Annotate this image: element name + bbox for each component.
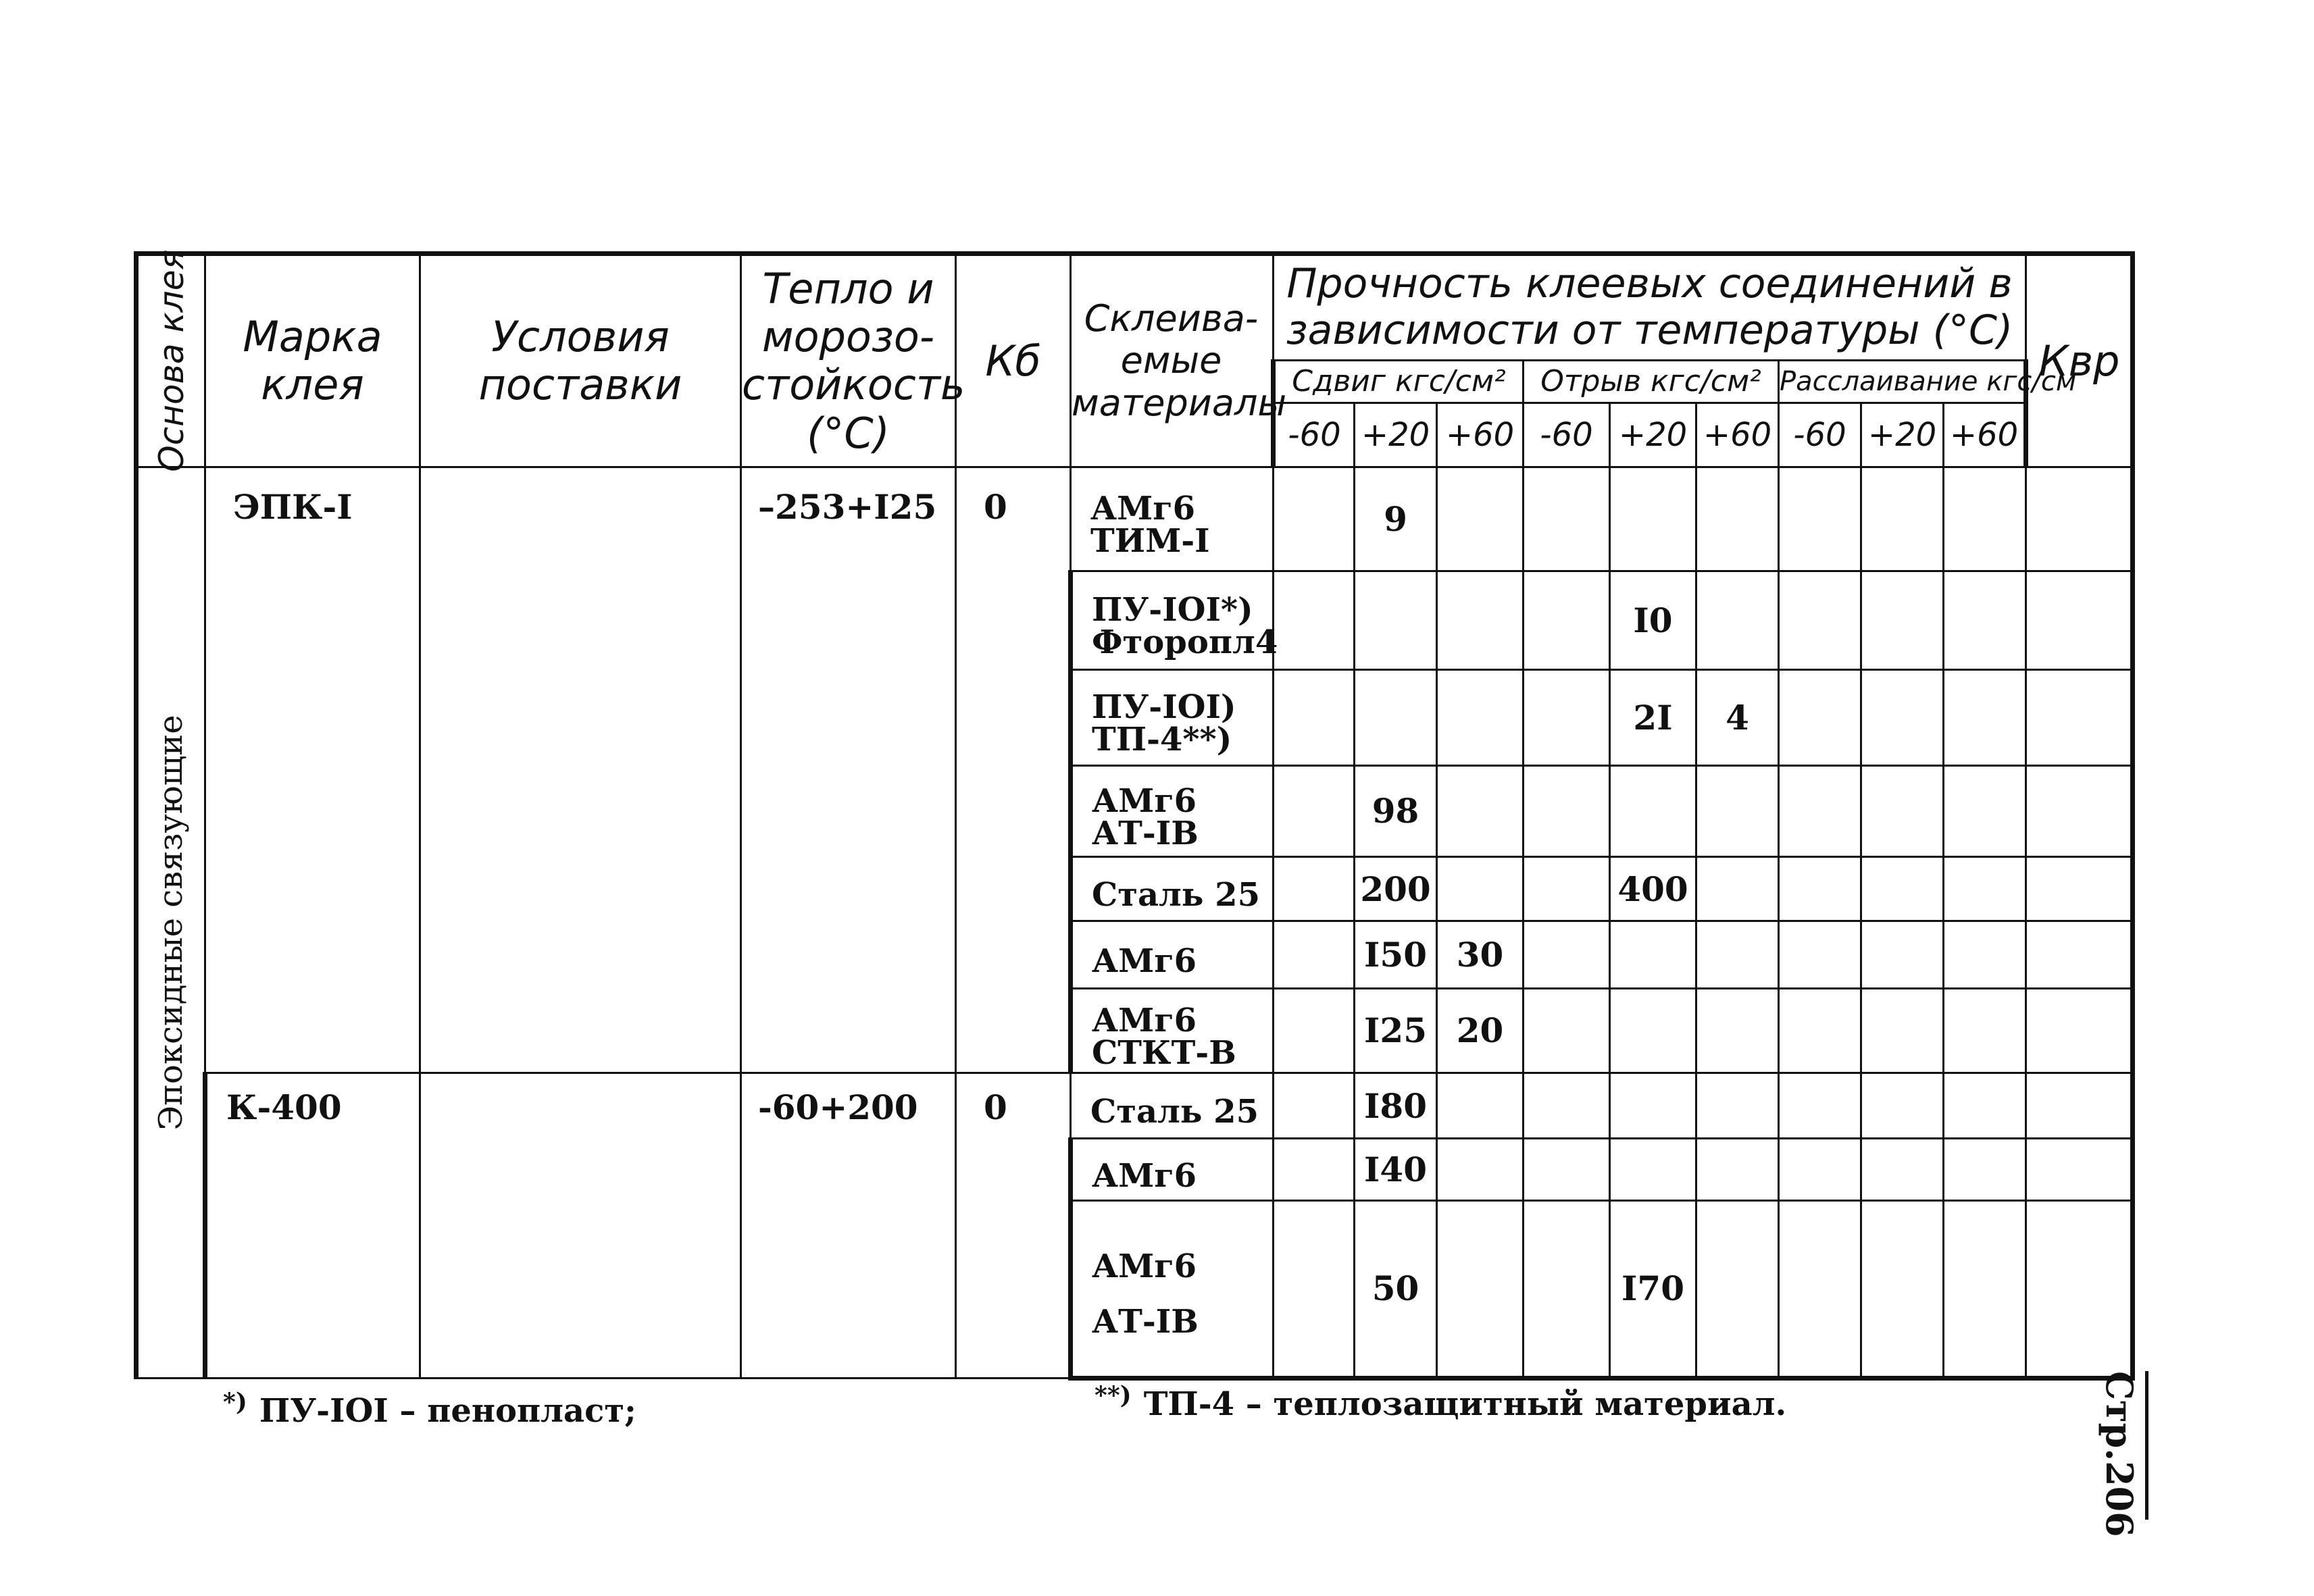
temp-header: +20 xyxy=(1355,403,1437,467)
value-cell xyxy=(1779,467,1861,571)
value-cell xyxy=(1437,765,1524,857)
temp-header: +20 xyxy=(1610,403,1696,467)
temp-header: -60 xyxy=(1779,403,1861,467)
marka-cell: ЭПК-I xyxy=(205,467,420,1073)
value-cell xyxy=(1779,921,1861,988)
header-osnova: Основа клея xyxy=(136,254,205,467)
empty-cell xyxy=(2026,988,2133,1073)
value-cell xyxy=(1274,988,1355,1073)
base-label-cell xyxy=(136,467,205,1378)
value-cell xyxy=(1779,571,1861,669)
value-cell xyxy=(1696,1139,1779,1200)
value-cell xyxy=(1944,1073,2026,1139)
value-cell xyxy=(1779,1200,1861,1378)
value-cell xyxy=(1274,921,1355,988)
value-cell xyxy=(1944,988,2026,1073)
table-row xyxy=(136,467,2133,571)
value-cell xyxy=(1861,1200,1944,1378)
header-kb: Кб xyxy=(956,254,1071,467)
temp-header: +60 xyxy=(1437,403,1524,467)
empty-cell xyxy=(2026,571,2133,669)
value-cell xyxy=(1437,857,1524,921)
value-cell xyxy=(1274,1139,1355,1200)
value-cell xyxy=(1696,988,1779,1073)
header-sdvig: Сдвиг кгс/см² xyxy=(1274,360,1524,403)
value-cell xyxy=(1524,467,1610,571)
header-materials: Склеива-емые материалы xyxy=(1071,254,1274,467)
value-cell: I50 xyxy=(1355,921,1437,988)
materials-cell: Сталь 25 xyxy=(1071,857,1274,921)
value-cell xyxy=(1779,988,1861,1073)
value-cell xyxy=(1355,571,1437,669)
value-cell: 50 xyxy=(1355,1200,1437,1378)
value-cell: I70 xyxy=(1610,1200,1696,1378)
empty-cell xyxy=(2026,467,2133,571)
stoikost-cell: –253+I25 xyxy=(741,467,956,1073)
value-cell xyxy=(1779,765,1861,857)
value-cell xyxy=(1696,921,1779,988)
value-cell xyxy=(1779,1073,1861,1139)
value-cell xyxy=(1944,857,2026,921)
value-cell xyxy=(1779,669,1861,765)
value-cell xyxy=(1355,669,1437,765)
value-cell xyxy=(1610,921,1696,988)
value-cell xyxy=(1437,1073,1524,1139)
value-cell xyxy=(1524,921,1610,988)
value-cell xyxy=(1524,1139,1610,1200)
value-cell xyxy=(1274,1200,1355,1378)
usloviya-cell xyxy=(420,467,741,1073)
value-cell: I0 xyxy=(1610,571,1696,669)
value-cell: 9 xyxy=(1355,467,1437,571)
materials-cell: АМг6 ТИМ-I xyxy=(1071,467,1274,571)
header-stoikost: Тепло и морозо-стойкость (°С) xyxy=(741,254,956,467)
value-cell xyxy=(1944,921,2026,988)
value-cell xyxy=(1861,1139,1944,1200)
value-cell xyxy=(1524,857,1610,921)
temp-header: -60 xyxy=(1524,403,1610,467)
value-cell xyxy=(1696,467,1779,571)
value-cell xyxy=(1524,765,1610,857)
value-cell: 2I xyxy=(1610,669,1696,765)
temp-header: +60 xyxy=(1696,403,1779,467)
footnote-2: **) ТП-4 – теплозащитный материал. xyxy=(1095,1381,1787,1423)
empty-cell xyxy=(2026,921,2133,988)
value-cell xyxy=(1861,467,1944,571)
value-cell xyxy=(1524,988,1610,1073)
value-cell xyxy=(1861,921,1944,988)
adhesive-table xyxy=(134,251,2135,1381)
kb-cell: 0 xyxy=(956,467,1071,1073)
usloviya-cell xyxy=(420,1073,741,1379)
value-cell: 400 xyxy=(1610,857,1696,921)
value-cell xyxy=(1437,571,1524,669)
value-cell xyxy=(1610,467,1696,571)
empty-cell xyxy=(2026,1139,2133,1200)
header-prochnost: Прочность клеевых соединений в зависимости от температуры (°С) xyxy=(1274,254,2026,361)
temp-header: +60 xyxy=(1944,403,2026,467)
materials-cell: АМг6 xyxy=(1071,921,1274,988)
value-cell: 98 xyxy=(1355,765,1437,857)
value-cell xyxy=(1437,1139,1524,1200)
value-cell xyxy=(1944,467,2026,571)
empty-cell xyxy=(2026,765,2133,857)
value-cell xyxy=(1610,1139,1696,1200)
value-cell xyxy=(1437,669,1524,765)
value-cell xyxy=(1779,857,1861,921)
empty-cell xyxy=(2026,669,2133,765)
value-cell xyxy=(1696,857,1779,921)
value-cell: 30 xyxy=(1437,921,1524,988)
empty-cell xyxy=(2026,1200,2133,1378)
materials-cell: АМг6 АТ-IВ xyxy=(1071,765,1274,857)
value-cell xyxy=(1944,571,2026,669)
footnote-1: *) ПУ-IOI – пенопласт; xyxy=(223,1388,636,1430)
value-cell: 20 xyxy=(1437,988,1524,1073)
value-cell xyxy=(1274,1073,1355,1139)
value-cell xyxy=(1696,1200,1779,1378)
value-cell xyxy=(1437,467,1524,571)
marka-cell: К-400 xyxy=(205,1073,420,1379)
value-cell xyxy=(1274,467,1355,571)
empty-cell xyxy=(2026,857,2133,921)
value-cell xyxy=(1524,1073,1610,1139)
page-number: Стр.206 xyxy=(2094,1371,2148,1520)
value-cell xyxy=(1274,857,1355,921)
value-cell: I40 xyxy=(1355,1139,1437,1200)
table-row xyxy=(136,1073,2133,1139)
materials-cell: АМг6 АТ-IВ xyxy=(1071,1200,1274,1378)
temp-header: -60 xyxy=(1274,403,1355,467)
value-cell xyxy=(1610,988,1696,1073)
value-cell xyxy=(1944,765,2026,857)
header-marka: Марка клея xyxy=(205,254,420,467)
header-usloviya: Условия поставки xyxy=(420,254,741,467)
value-cell xyxy=(1610,765,1696,857)
header-otryv: Отрыв кгс/см² xyxy=(1524,360,1779,403)
stoikost-cell: -60+200 xyxy=(741,1073,956,1379)
value-cell xyxy=(1274,765,1355,857)
value-cell xyxy=(1696,765,1779,857)
value-cell xyxy=(1861,857,1944,921)
materials-cell: Сталь 25 xyxy=(1071,1073,1274,1139)
value-cell xyxy=(1944,1200,2026,1378)
header-kvr: Квр xyxy=(2026,254,2133,467)
empty-cell xyxy=(2026,1073,2133,1139)
value-cell: 4 xyxy=(1696,669,1779,765)
materials-cell: АМг6 xyxy=(1071,1139,1274,1200)
value-cell xyxy=(1696,1073,1779,1139)
kb-cell: 0 xyxy=(956,1073,1071,1379)
value-cell: I80 xyxy=(1355,1073,1437,1139)
value-cell xyxy=(1274,669,1355,765)
value-cell xyxy=(1861,669,1944,765)
value-cell xyxy=(1274,571,1355,669)
value-cell xyxy=(1861,571,1944,669)
value-cell xyxy=(1610,1073,1696,1139)
value-cell xyxy=(1861,765,1944,857)
value-cell xyxy=(1696,571,1779,669)
value-cell xyxy=(1944,669,2026,765)
base-label: Эпоксидные связующие xyxy=(151,715,190,1131)
value-cell xyxy=(1779,1139,1861,1200)
value-cell xyxy=(1944,1139,2026,1200)
value-cell xyxy=(1437,1200,1524,1378)
value-cell: 200 xyxy=(1355,857,1437,921)
value-cell xyxy=(1524,669,1610,765)
value-cell xyxy=(1861,1073,1944,1139)
value-cell: I25 xyxy=(1355,988,1437,1073)
materials-cell: ПУ-IOI*) Фторопл4 xyxy=(1071,571,1274,669)
value-cell xyxy=(1524,571,1610,669)
materials-cell: ПУ-IOI) ТП-4**) xyxy=(1071,669,1274,765)
value-cell xyxy=(1524,1200,1610,1378)
temp-header: +20 xyxy=(1861,403,1944,467)
value-cell xyxy=(1861,988,1944,1073)
header-rassl: Расслаивание кгс/см xyxy=(1779,360,2026,403)
materials-cell: АМг6 СТКТ-В xyxy=(1071,988,1274,1073)
